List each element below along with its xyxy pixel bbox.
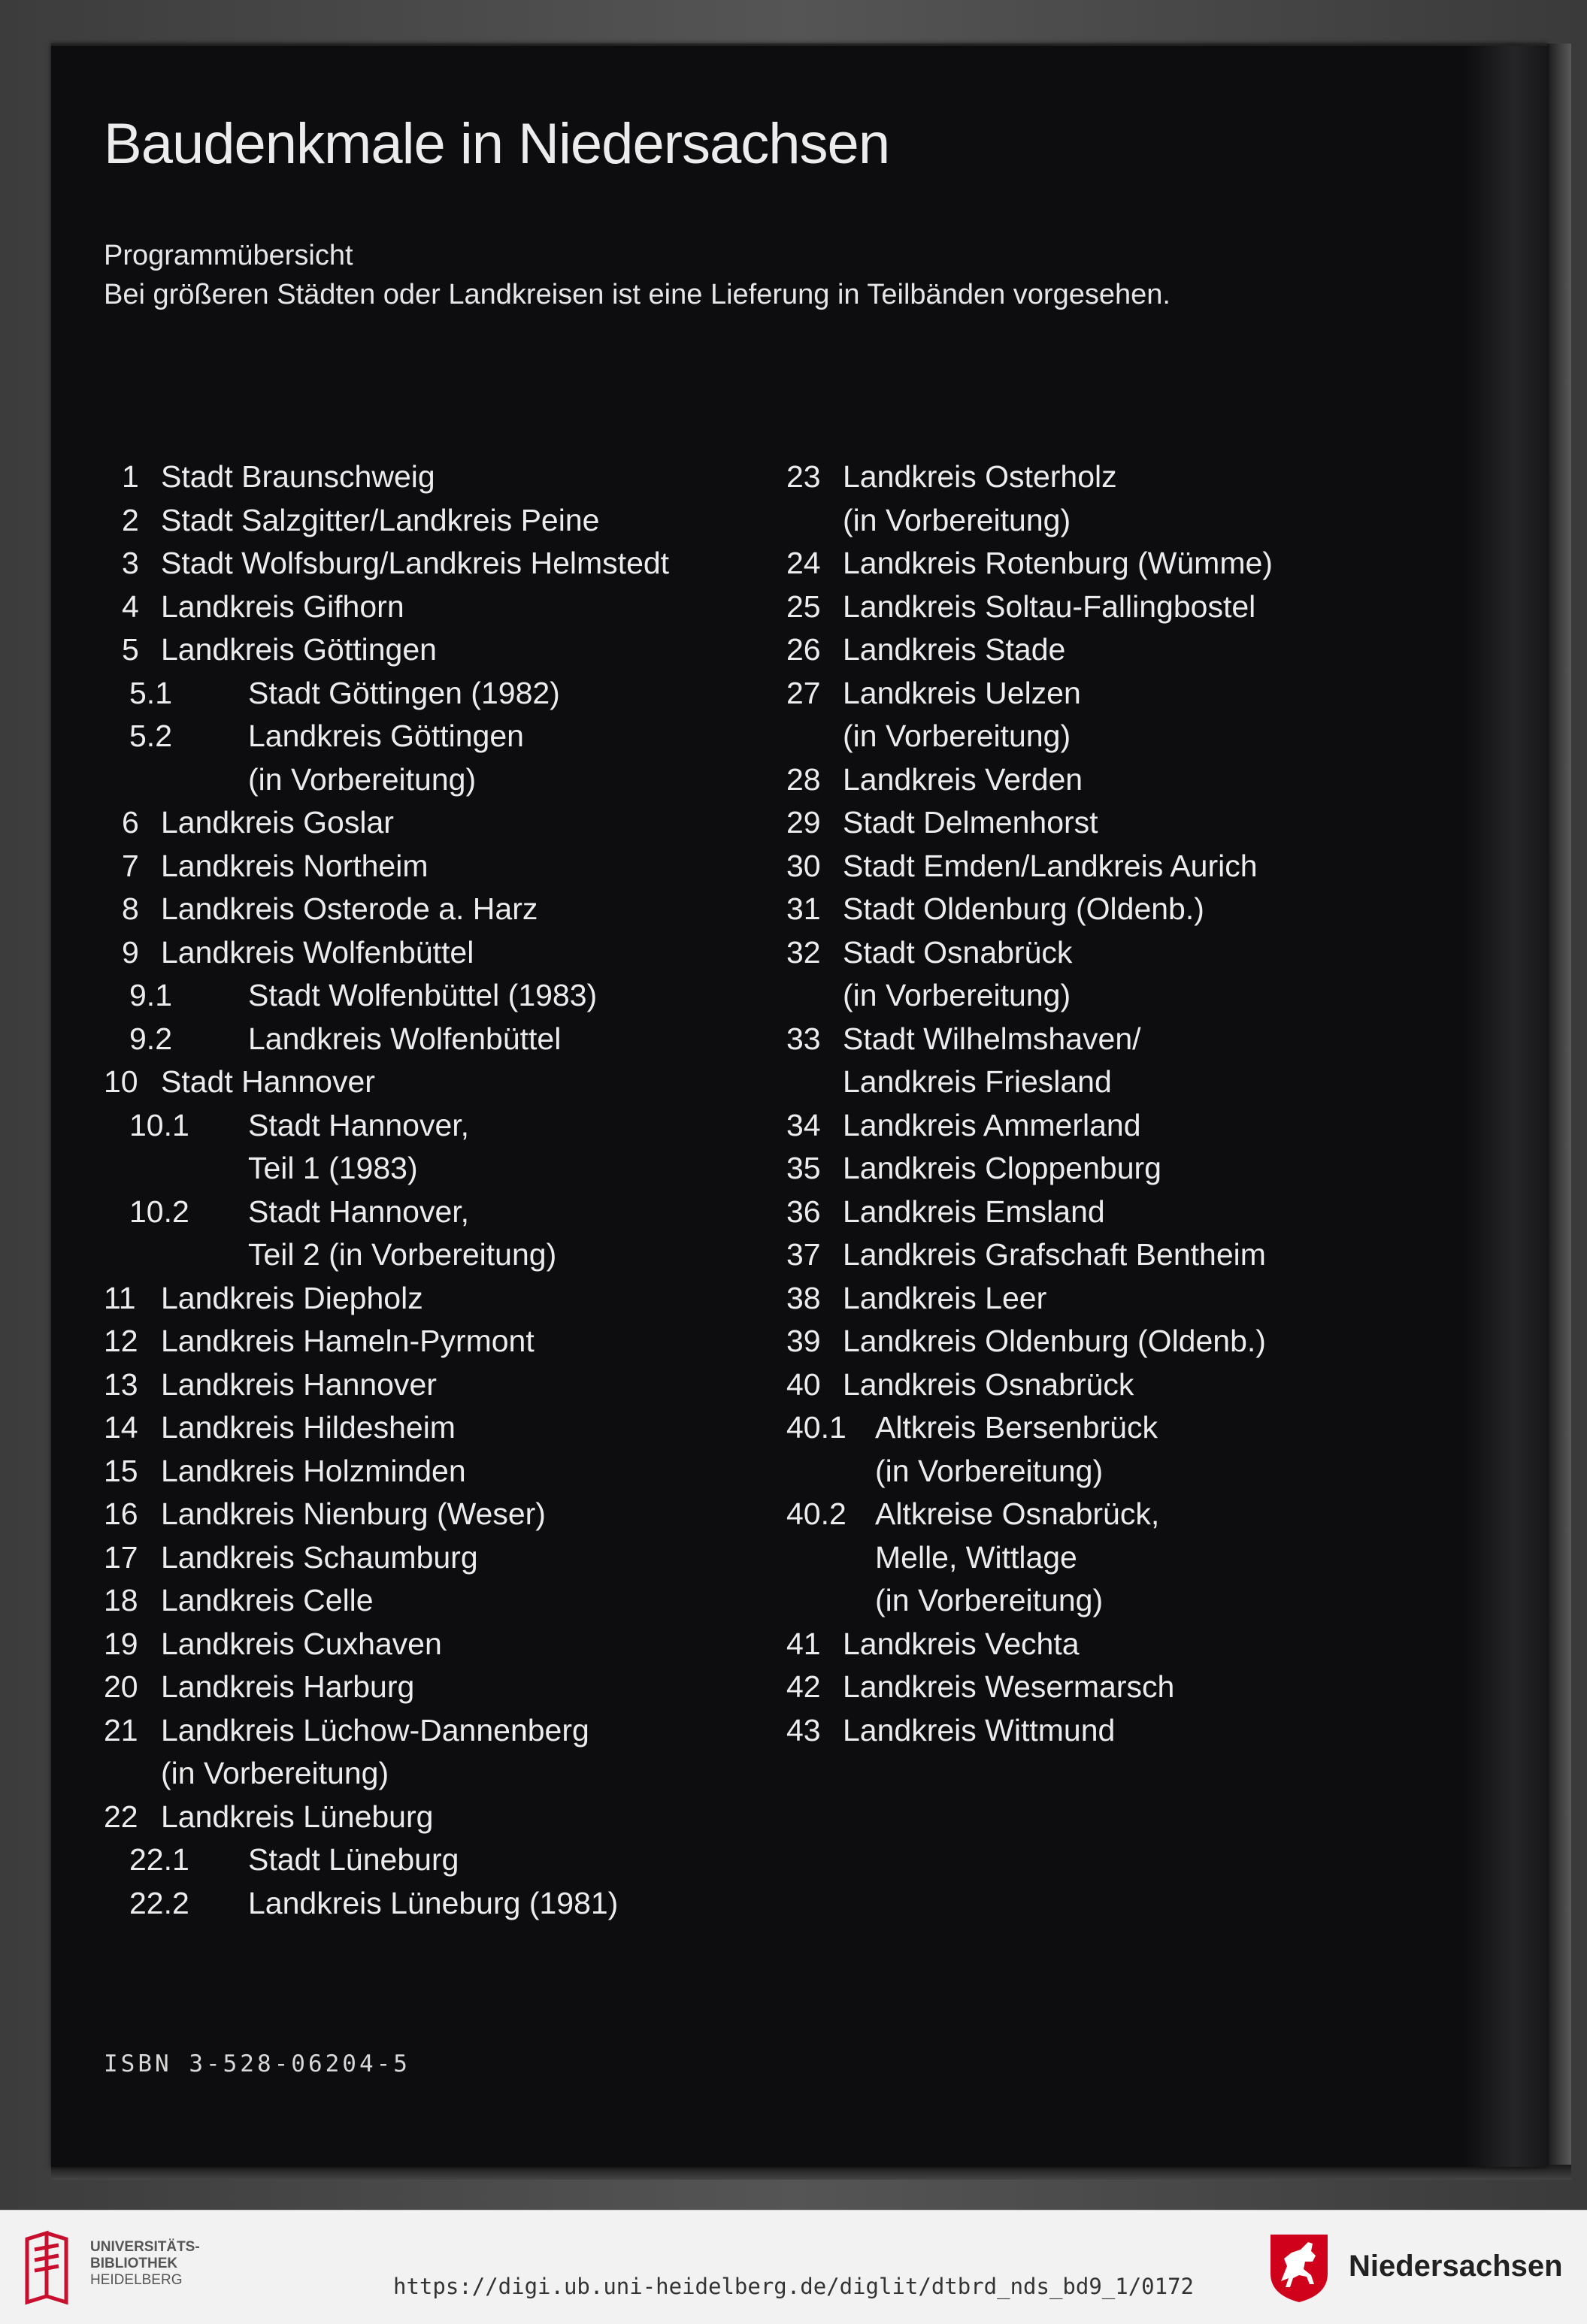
volume-number: 6 [122,805,139,840]
horse-crest-icon [1267,2232,1331,2304]
library-line-1: UNIVERSITÄTS- [90,2239,200,2255]
list-item [786,1623,1463,1666]
volume-title: Melle, Wittlage [875,1539,1077,1575]
volume-number: 28 [786,761,821,797]
volume-title: Altkreise Osnabrück, [875,1496,1160,1531]
list-item [104,1104,780,1148]
list-item [786,1666,1463,1709]
volume-title: Teil 2 (in Vorbereitung) [248,1237,557,1272]
volume-title: (in Vorbereitung) [875,1453,1104,1488]
volume-title: Landkreis Vechta [843,1626,1080,1661]
list-item [786,1104,1463,1148]
volume-number: 30 [786,848,821,883]
volume-number: 37 [786,1237,821,1272]
list-item [786,1536,1463,1580]
list-item [104,1061,780,1104]
list-item [786,1493,1463,1536]
volume-number: 10.1 [129,1107,189,1142]
list-item [104,1277,780,1321]
volume-title: Landkreis Hildesheim [161,1410,456,1445]
list-item [786,1147,1463,1191]
volume-number: 25 [786,589,821,624]
volume-title: Stadt Braunschweig [161,459,435,494]
volume-title: Stadt Hannover, [248,1107,470,1142]
volume-number: 21 [104,1712,138,1748]
volume-number: 12 [104,1324,138,1358]
volume-number: 39 [786,1324,821,1358]
volume-title: Landkreis Osnabrück [843,1366,1134,1402]
volume-title: Landkreis Cuxhaven [161,1626,442,1661]
volume-number: 26 [786,632,821,667]
list-item [786,1320,1463,1363]
volume-number: 24 [786,546,821,580]
volume-number: 16 [104,1496,138,1531]
volume-title: Landkreis Lüchow-Dannenberg [161,1712,589,1748]
cover-right-edge [1547,44,1571,2165]
volume-number: 40.1 [786,1410,847,1445]
volume-number: 11 [104,1280,136,1315]
program-list-left [104,455,780,1925]
list-item [786,758,1463,802]
list-item [104,1018,780,1061]
volume-title: Landkreis Göttingen [161,632,437,667]
volume-title: Stadt Wolfsburg/Landkreis Helmstedt [161,546,670,580]
volume-number: 32 [786,934,821,970]
list-item [104,1796,780,1839]
list-item [104,888,780,931]
volume-title: Landkreis Wittmund [843,1712,1116,1748]
list-item [786,1233,1463,1277]
list-item [104,672,780,716]
volume-title: Landkreis Northeim [161,848,429,883]
volume-number: 23 [786,459,821,494]
volume-number: 40 [786,1366,821,1402]
list-item [786,931,1463,975]
volume-number: 36 [786,1194,821,1229]
list-item [104,499,780,543]
list-item [786,455,1463,499]
volume-title: Landkreis Celle [161,1583,374,1617]
program-list-right [786,455,1463,1752]
volume-title: Landkreis Wolfenbüttel [161,934,474,970]
list-item [786,1061,1463,1104]
volume-number: 9.2 [129,1021,172,1056]
volume-title: Landkreis Wolfenbüttel [248,1021,562,1056]
volume-number: 3 [122,546,139,580]
list-item [104,1147,780,1191]
list-item [786,1579,1463,1623]
volume-title: Landkreis Goslar [161,805,394,840]
volume-number: 5 [122,632,139,667]
volume-number: 38 [786,1280,821,1315]
volume-number: 43 [786,1712,821,1748]
volume-title: Landkreis Lüneburg (1981) [248,1885,619,1920]
volume-number: 22.1 [129,1842,189,1877]
volume-number: 9.1 [129,978,172,1012]
library-line-2: BIBLIOTHEK [90,2256,178,2271]
volume-title: Landkreis Lüneburg [161,1799,434,1834]
volume-number: 31 [786,891,821,926]
volume-number: 13 [104,1366,138,1402]
volume-number: 33 [786,1021,821,1056]
volume-number: 20 [104,1669,138,1704]
volume-title: Landkreis Soltau-Fallingbostel [843,589,1256,624]
list-item [104,1709,780,1753]
volume-number: 5.1 [129,675,172,710]
volume-title: Landkreis Hannover [161,1366,437,1402]
list-item [786,542,1463,586]
document-url[interactable]: https://digi.ub.uni-heidelberg.de/diglit/dtbrd_nds_bd9_1/0172 [392,2274,1195,2299]
volume-number: 2 [122,502,139,537]
volume-number: 5.2 [129,719,172,753]
list-item [104,974,780,1018]
volume-title: Landkreis Uelzen [843,675,1081,710]
volume-number: 18 [104,1583,138,1617]
volume-title: Landkreis Leer [843,1280,1047,1315]
list-item [104,1191,780,1234]
volume-title: Landkreis Ammerland [843,1107,1141,1142]
volume-number: 14 [104,1410,138,1445]
list-item [786,974,1463,1018]
volume-number: 34 [786,1107,821,1142]
list-item [104,1320,780,1363]
list-item [104,628,780,672]
list-item [104,715,780,758]
list-item [786,586,1463,629]
volume-title: Stadt Emden/Landkreis Aurich [843,848,1258,883]
volume-title: Teil 1 (1983) [248,1151,418,1185]
viewer-footer [0,2210,1587,2324]
volume-number: 8 [122,891,139,926]
cover-bottom-edge [51,2165,1571,2180]
list-item [104,1623,780,1666]
volume-number: 42 [786,1669,821,1704]
list-item [786,1363,1463,1407]
volume-title: Landkreis Stade [843,632,1066,667]
list-item [786,1406,1463,1450]
volume-title: Landkreis Holzminden [161,1453,466,1488]
volume-title: Stadt Lüneburg [248,1842,459,1877]
volume-title: Landkreis Friesland [843,1064,1112,1099]
list-item [104,801,780,845]
volume-title: Stadt Hannover, [248,1194,470,1229]
page-title: Baudenkmale in Niedersachsen [104,112,890,176]
list-item [786,845,1463,888]
subtitle [104,236,1171,314]
volume-title: (in Vorbereitung) [843,719,1071,753]
volume-title: Landkreis Emsland [843,1194,1105,1229]
partner-label: Niedersachsen [1349,2250,1563,2283]
volume-number: 7 [122,848,139,883]
list-item [786,1709,1463,1753]
volume-title: Landkreis Göttingen [248,719,524,753]
list-item [104,845,780,888]
list-item [104,1838,780,1882]
volume-title: Landkreis Osterode a. Harz [161,891,538,926]
volume-number: 1 [122,459,139,494]
volume-title: Landkreis Cloppenburg [843,1151,1161,1185]
list-item [104,1882,780,1926]
list-item [786,801,1463,845]
list-item [104,586,780,629]
volume-number: 29 [786,805,821,840]
volume-number: 41 [786,1626,821,1661]
list-item [104,455,780,499]
volume-number: 15 [104,1453,138,1488]
volume-title: Landkreis Harburg [161,1669,415,1704]
list-item [104,931,780,975]
volume-title: Altkreis Bersenbrück [875,1410,1158,1445]
volume-title: (in Vorbereitung) [248,761,477,797]
volume-title: Landkreis Diepholz [161,1280,423,1315]
list-item [786,1450,1463,1493]
volume-title: Stadt Oldenburg (Oldenb.) [843,891,1204,926]
list-item [104,758,780,802]
volume-number: 10.2 [129,1194,189,1229]
volume-number: 35 [786,1151,821,1185]
list-item [104,1536,780,1580]
volume-number: 40.2 [786,1496,847,1531]
volume-title: Landkreis Rotenburg (Wümme) [843,546,1273,580]
list-item [786,888,1463,931]
volume-title: Landkreis Wesermarsch [843,1669,1175,1704]
volume-title: Landkreis Gifhorn [161,589,404,624]
list-item [786,1277,1463,1321]
list-item [104,542,780,586]
list-item [104,1363,780,1407]
volume-title: Landkreis Grafschaft Bentheim [843,1237,1266,1272]
list-item [104,1666,780,1709]
volume-title: Landkreis Osterholz [843,459,1117,494]
list-item [104,1406,780,1450]
volume-number: 4 [122,589,139,624]
volume-number: 27 [786,675,821,710]
volume-title: Stadt Osnabrück [843,934,1073,970]
volume-title: Stadt Wolfenbüttel (1983) [248,978,598,1012]
volume-title: Landkreis Nienburg (Weser) [161,1496,546,1531]
volume-title: Landkreis Hameln-Pyrmont [161,1324,535,1358]
list-item [104,1493,780,1536]
volume-title: Stadt Salzgitter/Landkreis Peine [161,502,600,537]
isbn: ISBN 3-528-06204-5 [104,2050,410,2077]
volume-title: Landkreis Schaumburg [161,1539,478,1575]
volume-number: 10 [104,1064,138,1099]
volume-title: Stadt Göttingen (1982) [248,675,560,710]
volume-title: (in Vorbereitung) [843,978,1071,1012]
cover-gloss [1464,46,1547,2167]
list-item [786,715,1463,758]
volume-number: 19 [104,1626,138,1661]
list-item [104,1233,780,1277]
volume-number: 17 [104,1539,138,1575]
list-item [104,1579,780,1623]
subtitle-line-1: Programmübersicht [104,240,353,271]
list-item [786,628,1463,672]
volume-number: 9 [122,934,139,970]
volume-title: (in Vorbereitung) [875,1583,1104,1617]
list-item [786,499,1463,543]
list-item [104,1752,780,1796]
volume-title: Landkreis Verden [843,761,1083,797]
volume-title: (in Vorbereitung) [161,1756,389,1790]
library-line-3: HEIDELBERG [90,2272,183,2288]
volume-title: Stadt Wilhelmshaven/ [843,1021,1141,1056]
volume-title: Stadt Delmenhorst [843,805,1098,840]
list-item [786,1018,1463,1061]
volume-number: 22.2 [129,1885,189,1920]
volume-number: 22 [104,1799,138,1834]
volume-title: (in Vorbereitung) [843,502,1071,537]
subtitle-line-2: Bei größeren Städten oder Landkreisen ist eine Lieferung in Teilbänden vorgesehen. [104,279,1171,310]
list-item [104,1450,780,1493]
volume-title: Stadt Hannover [161,1064,375,1099]
volume-title: Landkreis Oldenburg (Oldenb.) [843,1324,1266,1358]
list-item [786,1191,1463,1234]
list-item [786,672,1463,716]
